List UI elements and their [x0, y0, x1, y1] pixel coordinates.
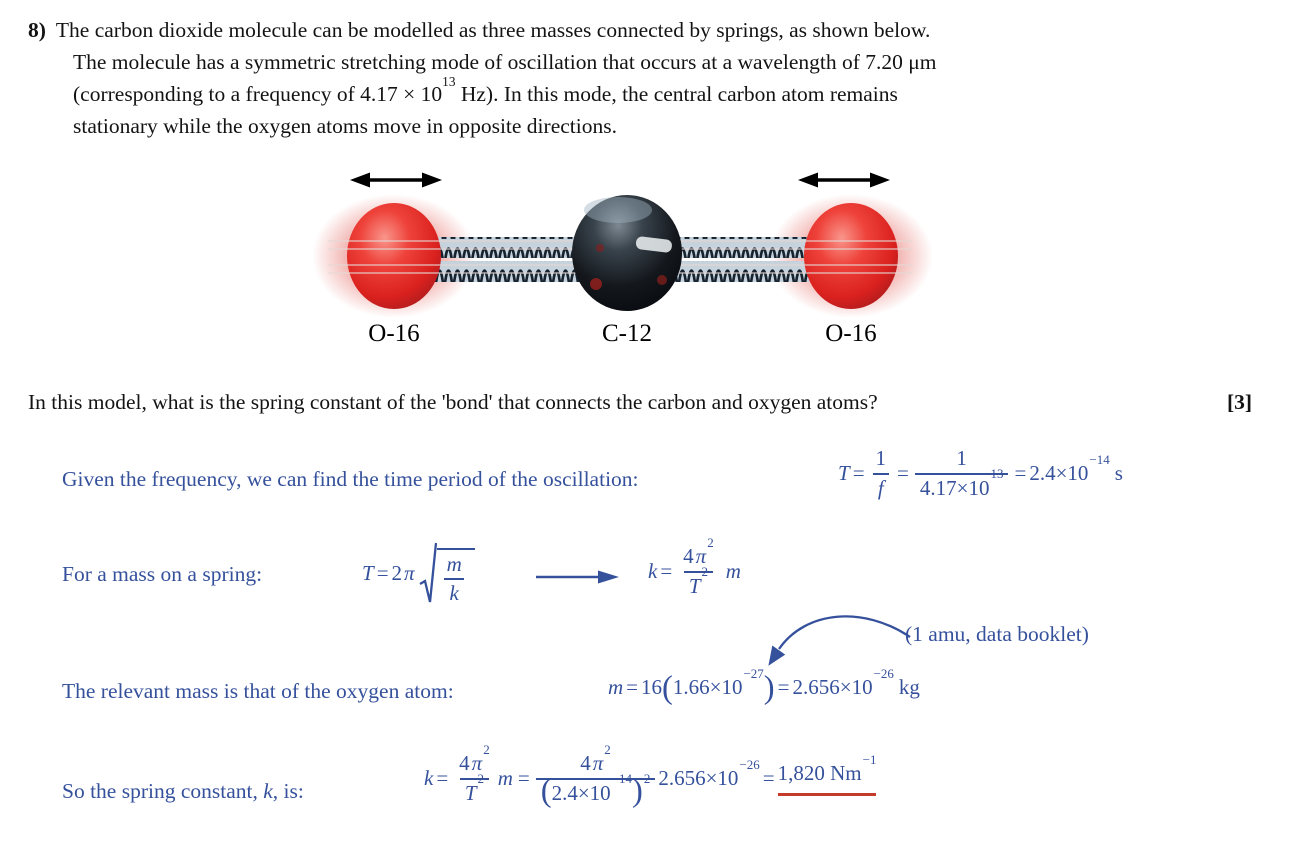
equation-mass-spring: T = 2 π $\frac{m}{k}$	[362, 540, 475, 606]
carbon-atom	[572, 195, 682, 311]
step1-label: Given the frequency, we can find the time period of the oscillation:	[62, 467, 639, 491]
label-oxygen-right: O-16	[825, 320, 877, 347]
right-oscillation-arrow	[798, 173, 890, 188]
label-oxygen-left: O-16	[368, 320, 420, 347]
implies-arrow	[535, 568, 621, 586]
left-oxygen-atom	[347, 203, 441, 309]
question-prompt: In this model, what is the spring constant of the 'bond' that connects the carbon and oxygen atoms?	[28, 390, 878, 414]
step2-label: For a mass on a spring:	[62, 562, 263, 586]
left-oscillation-arrow	[350, 173, 442, 188]
question-block	[28, 14, 937, 142]
question-number: 8)	[28, 18, 46, 42]
final-answer: 1,820 $Nm^{-1}$	[778, 761, 877, 795]
co2-molecule-figure	[300, 152, 940, 317]
label-carbon: C-12	[602, 320, 652, 347]
equation-final: k = $\frac{4\pi^2}{T^2}$ m = $\frac{4\pi^2}{(2.4\times 10^{-14})^2}$ $2.656\times 10^{-26}$ = 1,820 $Nm^{-1}$	[424, 741, 877, 809]
equation-mass: m = 16 ( $1.66\times 10^{-27}$ ) = $2.656\times 10^{-26}$ kg	[608, 665, 920, 707]
question-line-4: stationary while the oxygen atoms move in opposite directions.	[73, 114, 617, 138]
question-line-1: 8) The carbon dioxide molecule can be modelled as three masses connected by springs, as shown below.	[28, 18, 931, 42]
question-line-2: The molecule has a symmetric stretching mode of oscillation that occurs at a wavelength of 7.20 μm	[73, 50, 937, 74]
step3-label: The relevant mass is that of the oxygen atom:	[62, 679, 454, 703]
data-booklet-note: (1 amu, data booklet)	[905, 622, 1089, 646]
step4-label: So the spring constant, k, is:	[62, 779, 304, 803]
question-line-3: (corresponding to a frequency of $4.17 \times 10^{13}$ Hz). In this mode, the central carbon atom remains	[73, 73, 898, 106]
right-oxygen-atom	[804, 203, 898, 309]
equation-k-formula: k = $\frac{4\pi^2}{T^2}$ m	[648, 534, 741, 598]
radical-sign	[419, 540, 437, 606]
equation-period: T = $\frac{1}{f}$ = $\frac{1}{4.17\times 10^{13}}$ = $2.4\times 10^{-14}$ s	[838, 446, 1123, 500]
marks-badge: [3]	[1227, 390, 1253, 414]
